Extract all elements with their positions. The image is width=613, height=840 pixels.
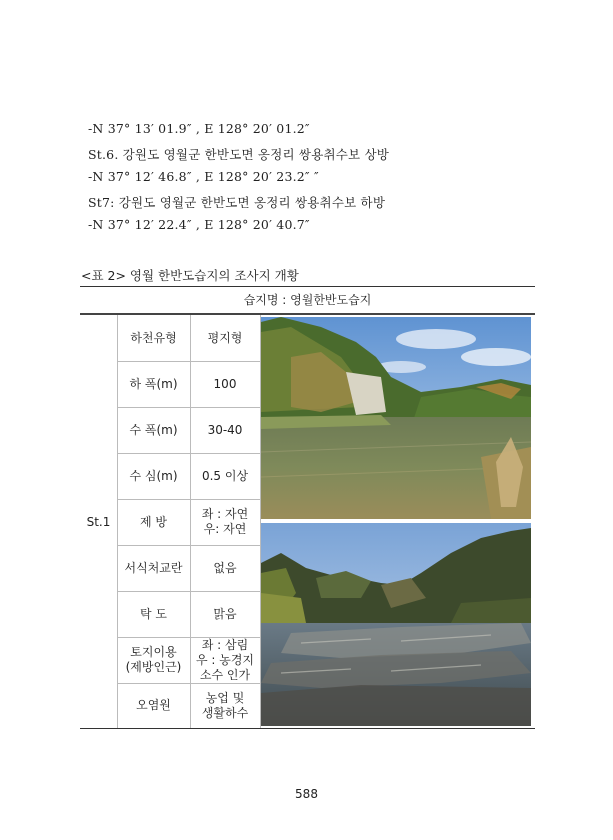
row-value: 농업 및 생활하수: [201, 690, 249, 720]
row-label: 제 방: [140, 514, 167, 529]
coordinate-line: -N 37° 12′ 46.8″ , E 128° 20′ 23.2″ ″: [88, 169, 319, 184]
river-photo-upper: [261, 317, 531, 519]
row-label: 탁 도: [140, 606, 167, 621]
table-bottom-rule: [80, 728, 535, 729]
row-label: 서식처교란: [124, 560, 183, 575]
river-photo-lower: [261, 523, 531, 726]
table-caption: <표 2> 영월 한반도습지의 조사지 개황: [81, 268, 299, 283]
row-value: 30-40: [207, 422, 243, 437]
row-label: 토지이용 (제방인근): [125, 645, 182, 674]
row-value: 없음: [213, 560, 237, 575]
site-label: St.1: [86, 514, 111, 529]
coordinate-line: -N 37° 12′ 22.4″ , E 128° 20′ 40.7″: [88, 217, 310, 232]
page-number: 588: [295, 787, 318, 801]
table-header: 습지명 : 영월한반도습지: [243, 293, 372, 307]
row-value: 좌 : 자연 우: 자연: [201, 507, 249, 536]
coordinate-line: -N 37° 13′ 01.9″ , E 128° 20′ 01.2″: [88, 121, 310, 136]
site-description-st7: St7: 강원도 영월군 한반도면 옹정리 쌍용취수보 하방: [88, 195, 386, 210]
row-value: 평지형: [207, 330, 243, 345]
row-label: 수 심(m): [129, 468, 178, 483]
row-label: 수 폭(m): [129, 422, 178, 437]
row-value: 100: [213, 376, 237, 391]
row-label: 오염원: [136, 698, 171, 712]
row-value: 좌 : 삼림 우 : 농경지 소수 인가: [195, 637, 255, 682]
row-value: 0.5 이상: [201, 468, 249, 483]
site-description-st6: St.6. 강원도 영월군 한반도면 옹정리 쌍용취수보 상방: [88, 147, 390, 162]
row-label: 하 폭(m): [129, 376, 178, 391]
row-label: 하천유형: [130, 330, 177, 345]
row-value: 맑음: [213, 606, 237, 621]
